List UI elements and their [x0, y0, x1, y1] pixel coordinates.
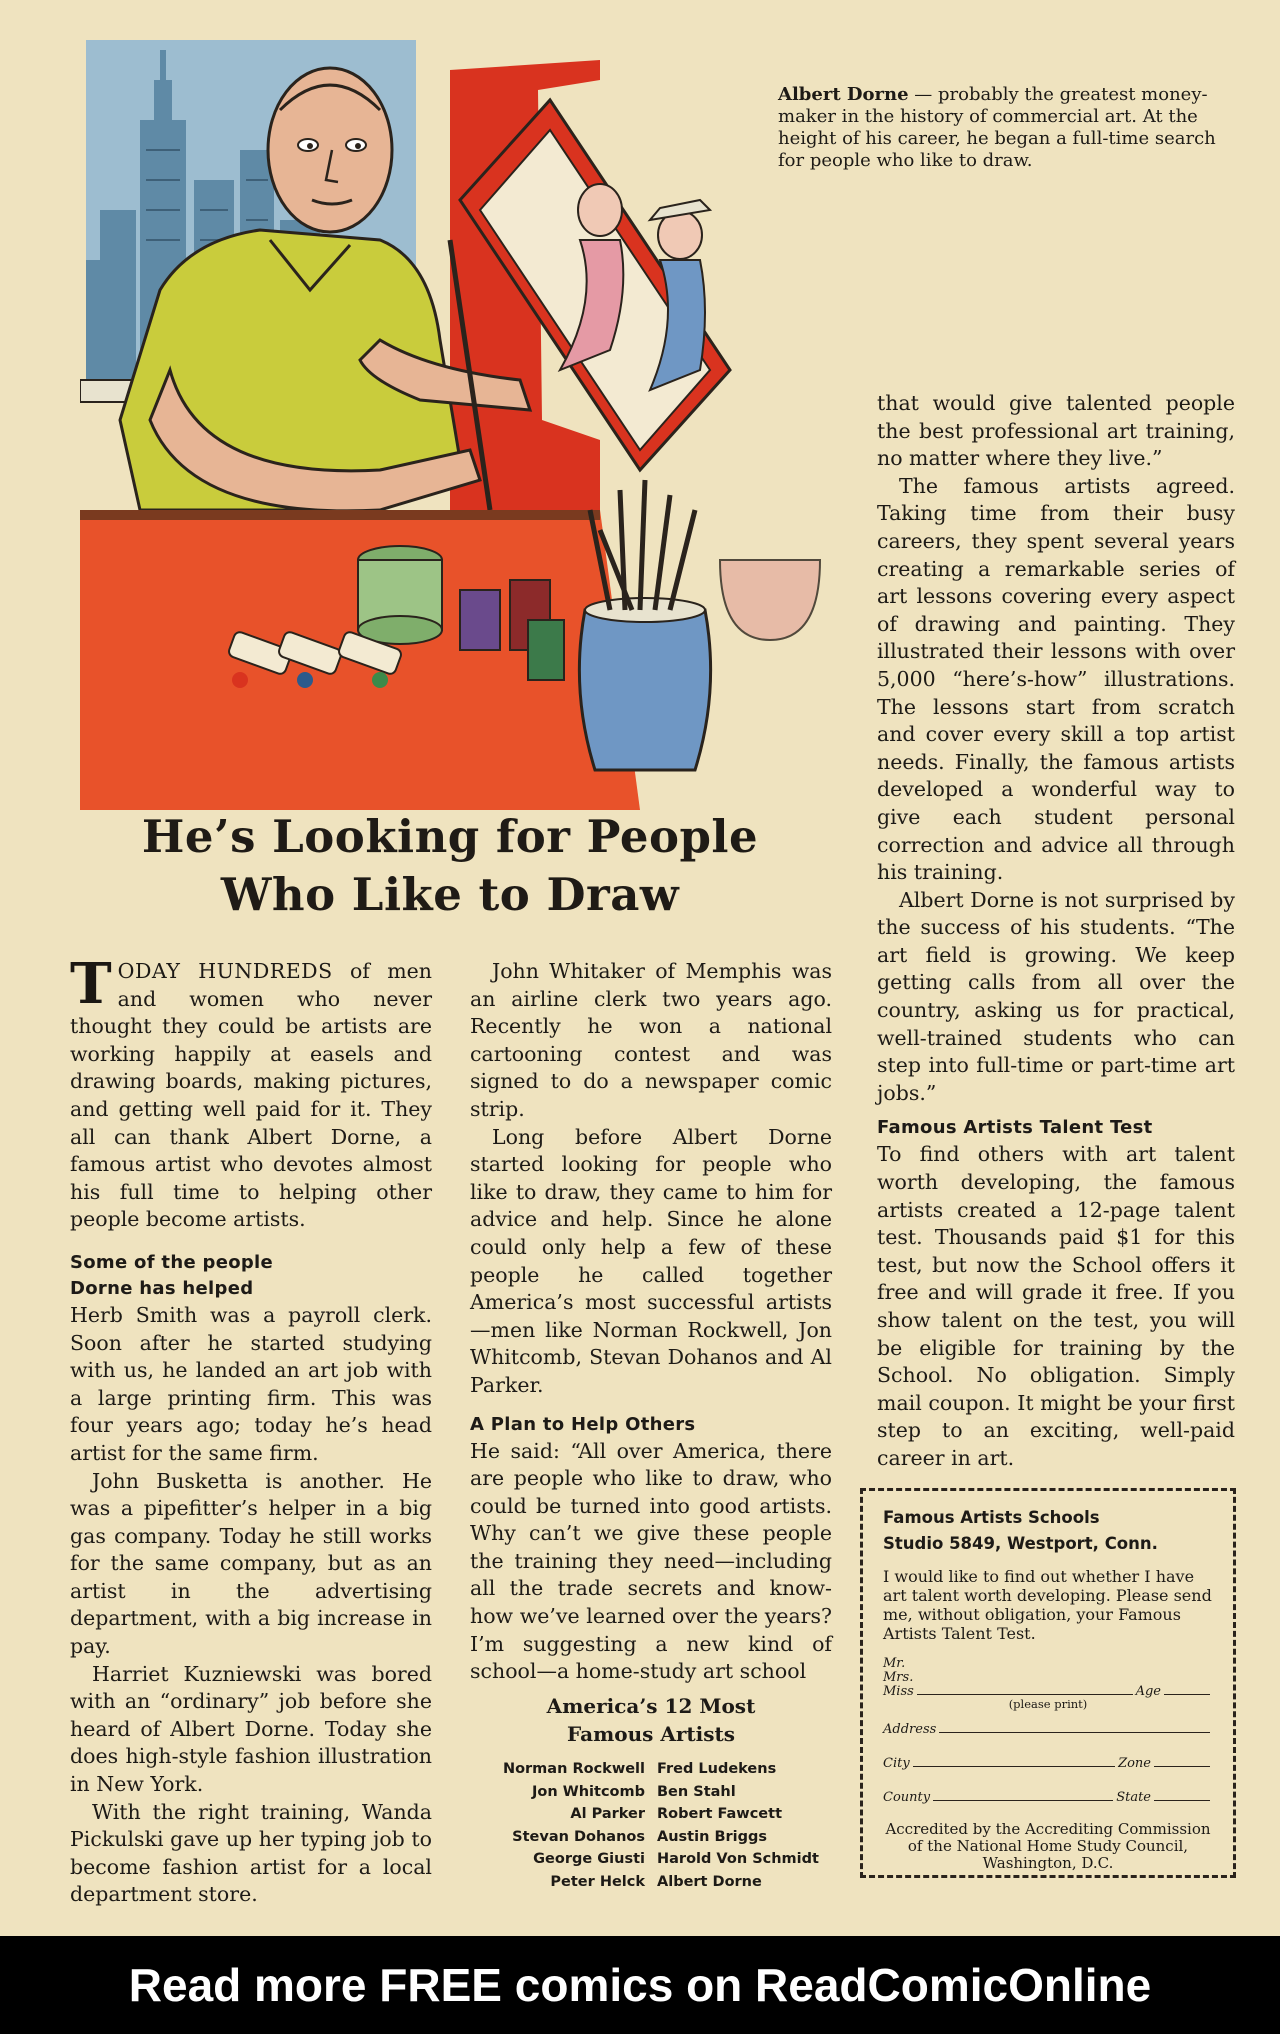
print-note: (please print) — [1008, 1697, 1088, 1711]
headline-line-2: Who Like to Draw — [220, 868, 680, 921]
coupon-school: Famous Artists Schools — [883, 1508, 1100, 1527]
coupon-form — [883, 1655, 1213, 1805]
promo-banner[interactable]: Read more FREE comics on ReadComicOnline — [0, 1936, 1280, 2034]
caption-text: — probably the greatest money-maker in the history of commercial art. At the height of his career, he began a full-time search for people who like to draw. — [778, 84, 1216, 171]
city-row — [883, 1737, 1213, 1771]
body-column-2 — [470, 958, 832, 1686]
caption-name: Albert Dorne — [778, 84, 909, 105]
paragraph-talent-test: To find others with art talent worth developing, the famous artists created a 12-page talent test. Thousands paid $1 for this test, but now the School offers it free and will grade it free. If you show talent on the test, you will be eligible for training by the School. No obligation. Simply mail coupon. It might be your first step to an exciting, well-paid career in art. — [877, 1142, 1235, 1470]
county-field[interactable] — [933, 1800, 1113, 1801]
body-column-1 — [70, 951, 432, 1909]
photo-caption — [778, 84, 1218, 172]
artist-illustration — [80, 40, 840, 810]
paragraph-he-said: He said: “All over America, there are people who like to draw, who could be turned into good artists. Why can’t we give these people the training they need—including all the trade secrets and know-how we’ve learned over the years? I’m suggesting a new kind of school—a home-study art school — [470, 1438, 832, 1684]
paragraph-long-before: Long before Albert Dorne started looking for people who like to draw, they came to him for advice and help. Since he alone could only help a few of these people he called together America’s most successful artists —men like Norman Rockwell, Jon Whitcomb, Stevan Dohanos and Al Parker. — [470, 1124, 832, 1397]
salutation-labels — [883, 1657, 914, 1699]
age-field[interactable] — [1164, 1694, 1210, 1695]
subhead-plan: A Plan to Help Others — [470, 1413, 696, 1435]
name-row — [883, 1655, 1213, 1699]
city-field[interactable] — [913, 1766, 1115, 1767]
artist-name: Al Parker — [570, 1806, 645, 1822]
lead-caps: ODAY HUNDREDS — [117, 959, 333, 983]
name-field[interactable] — [917, 1694, 1133, 1695]
zone-field[interactable] — [1154, 1766, 1210, 1767]
artist-name: Norman Rockwell — [502, 1761, 645, 1777]
artist-name: Austin Briggs — [657, 1828, 768, 1845]
label-age: Age — [1135, 1684, 1161, 1699]
artist-name: Stevan Dohanos — [512, 1828, 645, 1845]
address-field[interactable] — [939, 1732, 1210, 1733]
tape-rolls — [358, 546, 442, 644]
famous-artists-list — [468, 1692, 834, 1893]
artist-name: Harold Von Schmidt — [657, 1851, 819, 1867]
artist-name: Jon Whitcomb — [532, 1783, 645, 1800]
subhead-talent-test: Famous Artists Talent Test — [877, 1117, 1153, 1139]
paragraph-not-surprised: Albert Dorne is not surprised by the success of his students. “The art field is growing. We keep getting calls from all over the country, asking us for practical, well-trained students who can step into full-time or part-time art jobs.” — [877, 887, 1235, 1105]
county-row — [883, 1771, 1213, 1805]
headline — [80, 808, 820, 924]
artist-face — [268, 68, 392, 232]
coupon-studio: Studio 5849, Westport, Conn. — [883, 1534, 1158, 1553]
paragraph-continuation: that would give talented people the best professional art training, no matter where they live.” — [877, 391, 1235, 471]
paragraph-harriet-kuzniewski: Harriet Kuzniewski was bored with an “ordinary” job before she heard of Albert Dorne. Today she does high-style fashion illustration in New York. — [70, 1661, 432, 1797]
intro-paragraph — [70, 951, 432, 1234]
artist-name: Peter Helck — [550, 1873, 645, 1890]
subhead-line-1: Some of the people — [70, 1251, 274, 1273]
artist-name: George Giusti — [533, 1851, 645, 1867]
address-row — [883, 1711, 1213, 1737]
label-address: Address — [883, 1722, 937, 1737]
artist-name: Robert Fawcett — [657, 1806, 782, 1822]
albert-dorne-painting-image — [80, 40, 840, 810]
artist-name: Ben Stahl — [657, 1783, 736, 1800]
label-county: County — [883, 1790, 931, 1805]
label-miss: Miss — [883, 1684, 914, 1699]
paragraph-artists-agreed: The famous artists agreed. Taking time from their busy careers, they spent several years creating a remarkable series of art lessons covering every aspect of drawing and painting. They illustrated their lessons with over 5,000 “here’s-how” illustrations. The lessons start from scratch and cover every skill a top artist needs. Finally, the famous artists developed a wonderful way to give each student personal correction and advice all through his training. — [877, 473, 1235, 885]
paragraph-john-busketta: John Busketta is another. He was a pipefitter’s helper in a big gas company. Today he still works for the same company, but as an artist in the advertising department, with a big increase in pay. — [70, 1468, 432, 1659]
subhead-line-2: Dorne has helped — [70, 1277, 254, 1299]
label-zone: Zone — [1118, 1756, 1151, 1771]
label-city: City — [883, 1756, 910, 1771]
state-field[interactable] — [1154, 1800, 1210, 1801]
artist-name: Albert Dorne — [657, 1873, 762, 1890]
drop-cap: T — [70, 951, 112, 1017]
body-column-3 — [877, 390, 1235, 1473]
coupon-body: I would like to find out whether I have art talent worth developing. Please send me, without obligation, your Famous Artists Talent Test. — [883, 1567, 1212, 1643]
label-mrs: Mrs. — [883, 1670, 914, 1685]
artists-heading-line-2: Famous Artists — [567, 1722, 735, 1746]
paragraph-wanda-pickulski: With the right training, Wanda Pickulski gave up her typing job to become fashion artist for a local department store. — [70, 1799, 432, 1907]
label-state: State — [1116, 1790, 1151, 1805]
paragraph-herb-smith: Herb Smith was a payroll clerk. Soon after he started studying with us, he landed an art job with a large printing firm. This was four years ago; today he’s head artist for the same firm. — [70, 1302, 432, 1465]
artists-heading — [468, 1692, 834, 1748]
intro-text: of men and women who never thought they could be artists are working happily at easels and drawing boards, making pictures, and getting well paid for it. They all can thank Albert Dorne, a famous artist who devotes almost his full time to helping other people become artists. — [70, 959, 432, 1232]
headline-line-1: He’s Looking for People — [141, 810, 759, 863]
label-mr: Mr. — [883, 1656, 906, 1671]
subhead-people-helped — [70, 1250, 432, 1302]
artist-name: Fred Ludekens — [657, 1761, 777, 1777]
paragraph-john-whitaker: John Whitaker of Memphis was an airline clerk two years ago. Recently he won a national cartooning contest and was signed to do a newspaper comic strip. — [470, 959, 832, 1121]
artists-grid — [468, 1758, 834, 1893]
accreditation-note: Accredited by the Accrediting Commission of the National Home Study Council, Washington, D.C. — [885, 1820, 1211, 1872]
artists-heading-line-1: America’s 12 Most — [546, 1694, 756, 1718]
mail-coupon[interactable] — [860, 1488, 1236, 1878]
